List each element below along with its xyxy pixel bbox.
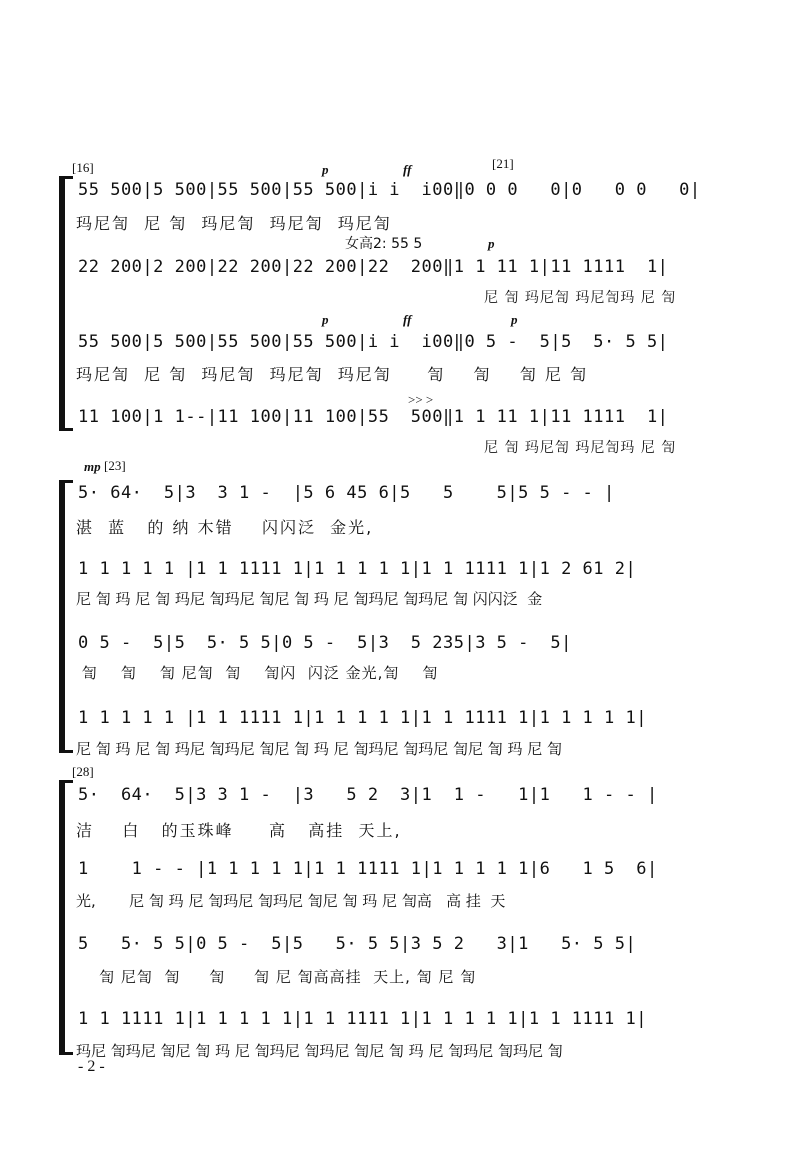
lyric-line: 光, 尼 訇 玛 尼 訇玛尼 訇玛尼 訇尼 訇 玛 尼 訇高 高 挂 天 (76, 892, 506, 910)
staff-notes: 0 5 - 5|5 5· 5 5|0 5 - 5|3 5 235|3 5 - 5| (78, 633, 572, 653)
dynamic-marking: p (511, 312, 518, 327)
lyric-line: 尼 訇 玛 尼 訇 玛尼 訇玛尼 訇尼 訇 玛 尼 訇玛尼 訇玛尼 訇 闪闪泛 金 (76, 590, 543, 608)
lyric-line: 湛 蓝 的 纳 木错 闪闪泛 金光, (76, 518, 374, 537)
bracket-bottom-hook (59, 428, 73, 431)
staff-notes: 5· 64· 5|3 3 1 - |5 6 45 6|5 5 5|5 5 - - | (78, 483, 615, 503)
page-number: - 2 - (78, 1058, 105, 1075)
lyric-line: 尼 訇 玛尼訇 玛尼訇玛 尼 訇 (484, 290, 677, 306)
rehearsal-mark: [21] (492, 156, 514, 171)
lyric-line: 訇 訇 訇 尼訇 訇 訇闪 闪泛 金光,訇 訇 (76, 664, 439, 682)
staff-notes: 1 1 - - |1 1 1 1 1|1 1 1111 1|1 1 1 1 1|6 1 5 6| (78, 859, 658, 879)
system-bracket (59, 780, 65, 1054)
staff-notes: 11 100|1 1--|11 100|11 100|55 500‖1 1 11 1|11 1111 1| (78, 407, 669, 427)
accent-marks: >> > (408, 392, 434, 407)
bracket-top-hook (59, 176, 73, 179)
lyric-line: 洁 白 的玉珠峰 高 高挂 天上, (76, 821, 402, 840)
staff-notes: 55 500|5 500|55 500|55 500|i i i00‖0 0 0 0|0 0 0 0| (78, 180, 701, 200)
staff-notes: 22 200|2 200|22 200|22 200|22 200‖1 1 11 1|11 1111 1| (78, 257, 669, 277)
bracket-top-hook (59, 780, 73, 783)
staff-notes: 1 1 1111 1|1 1 1 1 1|1 1 1111 1|1 1 1 1 1|1 1 1111 1| (78, 1009, 647, 1029)
system-bracket (59, 480, 65, 752)
staff-notes: 5· 64· 5|3 3 1 - |3 5 2 3|1 1 - 1|1 1 - - | (78, 785, 658, 805)
staff-notes: 5 5· 5 5|0 5 - 5|5 5· 5 5|3 5 2 3|1 5· 5 5| (78, 934, 637, 954)
bracket-bottom-hook (59, 750, 73, 753)
staff-notes: 55 500|5 500|55 500|55 500|i i i00‖0 5 - 5|5 5· 5 5| (78, 332, 669, 352)
lyric-line: 玛尼訇 尼 訇 玛尼訇 玛尼訇 玛尼訇 (76, 214, 392, 233)
rehearsal-mark: [28] (72, 764, 94, 779)
dynamic-marking: p (322, 312, 329, 327)
lyric-line: 尼 訇 玛 尼 訇 玛尼 訇玛尼 訇尼 訇 玛 尼 訇玛尼 訇玛尼 訇尼 訇 玛 尼 訇 (76, 740, 563, 758)
system-bracket (59, 176, 65, 430)
rehearsal-mark: [23] (104, 458, 126, 473)
lyric-line: 玛尼訇 尼 訇 玛尼訇 玛尼訇 玛尼訇 訇 訇 訇 尼 訇 (76, 365, 589, 384)
staff-notes: 1 1 1 1 1 |1 1 1111 1|1 1 1 1 1|1 1 1111 1|1 1 1 1 1| (78, 708, 647, 728)
dynamic-marking: ff (403, 162, 412, 177)
dynamic-marking: p (322, 162, 329, 177)
lyric-line: 玛尼 訇玛尼 訇尼 訇 玛 尼 訇玛尼 訇玛尼 訇尼 訇 玛 尼 訇玛尼 訇玛尼 訇 (76, 1042, 563, 1060)
dynamic-marking: ff (403, 312, 412, 327)
dynamic-marking: p (488, 236, 495, 251)
bracket-top-hook (59, 480, 73, 483)
voice-label: 女高2: 55 5 (345, 236, 423, 252)
staff-notes: 1 1 1 1 1 |1 1 1111 1|1 1 1 1 1|1 1 1111 1|1 2 61 2| (78, 559, 637, 579)
lyric-line: 訇 尼訇 訇 訇 訇 尼 訇高高挂 天上, 訇 尼 訇 (76, 968, 477, 986)
lyric-line: 尼 訇 玛尼訇 玛尼訇玛 尼 訇 (484, 440, 677, 456)
bracket-bottom-hook (59, 1052, 73, 1055)
rehearsal-mark: [16] (72, 160, 94, 175)
dynamic-marking: mp (84, 459, 101, 474)
